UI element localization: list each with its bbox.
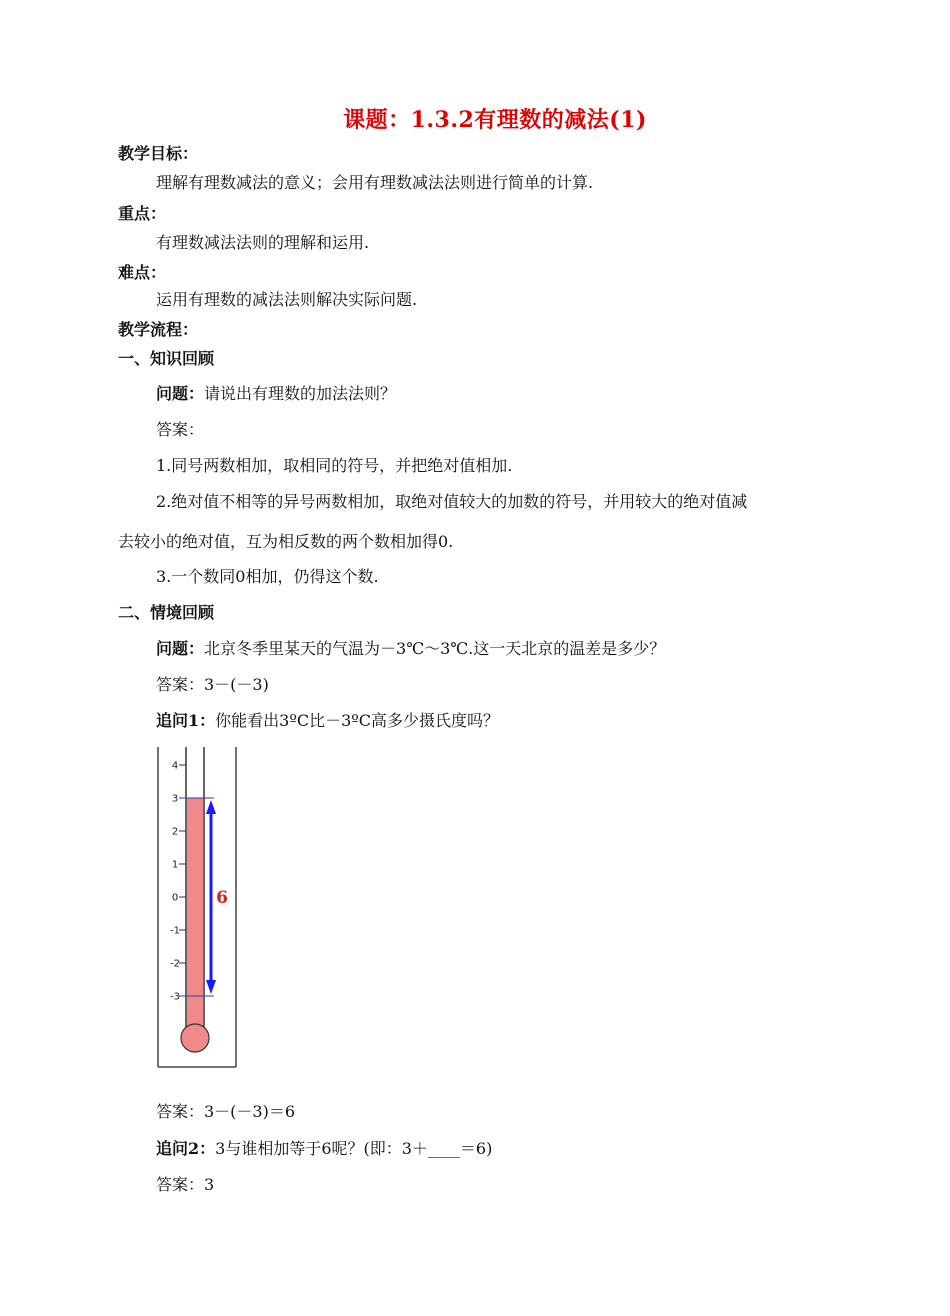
mercury-column [187, 798, 203, 1043]
section1-heading: 一、知识回顾 [118, 349, 215, 368]
process-heading: 教学流程： [118, 320, 199, 339]
scale-tick-label: -2 [170, 958, 180, 970]
scale-tick-label: 3 [171, 793, 179, 805]
section2-heading: 二、情境回顾 [118, 603, 215, 622]
goal-text: 理解有理数减法的意义；会用有理数减法法则进行简单的计算. [156, 173, 594, 192]
scale-tick-label: -3 [170, 991, 180, 1003]
scale-tick-label: 1 [171, 859, 179, 871]
section2-question [156, 639, 665, 659]
thermometer-bulb [181, 1024, 209, 1052]
section2-answer-2: 答案：3－(－3)＝6 [156, 1102, 296, 1121]
addition-rule-1: 1.同号两数相加，取相同的符号，并把绝对值相加. [156, 456, 513, 475]
scale-tick-label: 4 [171, 760, 179, 772]
scale-tick-label: -1 [170, 925, 180, 937]
goal-heading: 教学目标： [118, 144, 199, 163]
difference-label: 6 [216, 888, 228, 908]
section2-answer-1: 答案：3－(－3) [156, 675, 269, 694]
scale-tick-label: 0 [171, 892, 179, 904]
addition-rule-3: 3.一个数同0相加，仍得这个数. [156, 567, 379, 586]
arrow-head-up [206, 800, 216, 814]
followup-2-text: 3与谁相加等于6呢？(即：3＋____＝6) [215, 1139, 493, 1158]
addition-rule-2-line2: 去较小的绝对值，互为相反数的两个数相加得0. [118, 532, 454, 551]
page-title: 课题：1.3.2有理数的减法(1) [343, 107, 647, 133]
followup-1-label: 追问1： [156, 711, 216, 730]
section1-question [156, 384, 396, 404]
section2-answer-3: 答案：3 [156, 1175, 215, 1194]
difficulty-heading: 难点： [118, 263, 167, 282]
scale-tick-label: 2 [171, 826, 179, 838]
difficulty-text: 运用有理数的减法法则解决实际问题. [156, 290, 418, 309]
difference-arrow [206, 800, 216, 994]
arrow-head-down [206, 980, 216, 994]
section1-answer-label: 答案： [156, 420, 205, 439]
question-text: 请说出有理数的加法法则？ [204, 384, 397, 403]
followup-2 [156, 1139, 492, 1159]
followup-2-label: 追问2： [156, 1139, 216, 1158]
thermometer-scale [170, 761, 186, 1003]
followup-1 [156, 711, 499, 731]
question-label: 问题： [156, 639, 205, 658]
question-text: 北京冬季里某天的气温为－3℃～3℃.这一天北京的温差是多少？ [204, 639, 666, 658]
key-point-heading: 重点： [118, 204, 167, 223]
key-point-text: 有理数减法法则的理解和运用. [156, 233, 370, 252]
followup-1-text: 你能看出3ºC比－3ºC高多少摄氏度吗？ [215, 711, 500, 730]
thermometer-figure [148, 745, 248, 1070]
addition-rule-2-line1: 2.绝对值不相等的异号两数相加，取绝对值较大的加数的符号，并用较大的绝对值减 [156, 492, 748, 511]
question-label: 问题： [156, 384, 205, 403]
